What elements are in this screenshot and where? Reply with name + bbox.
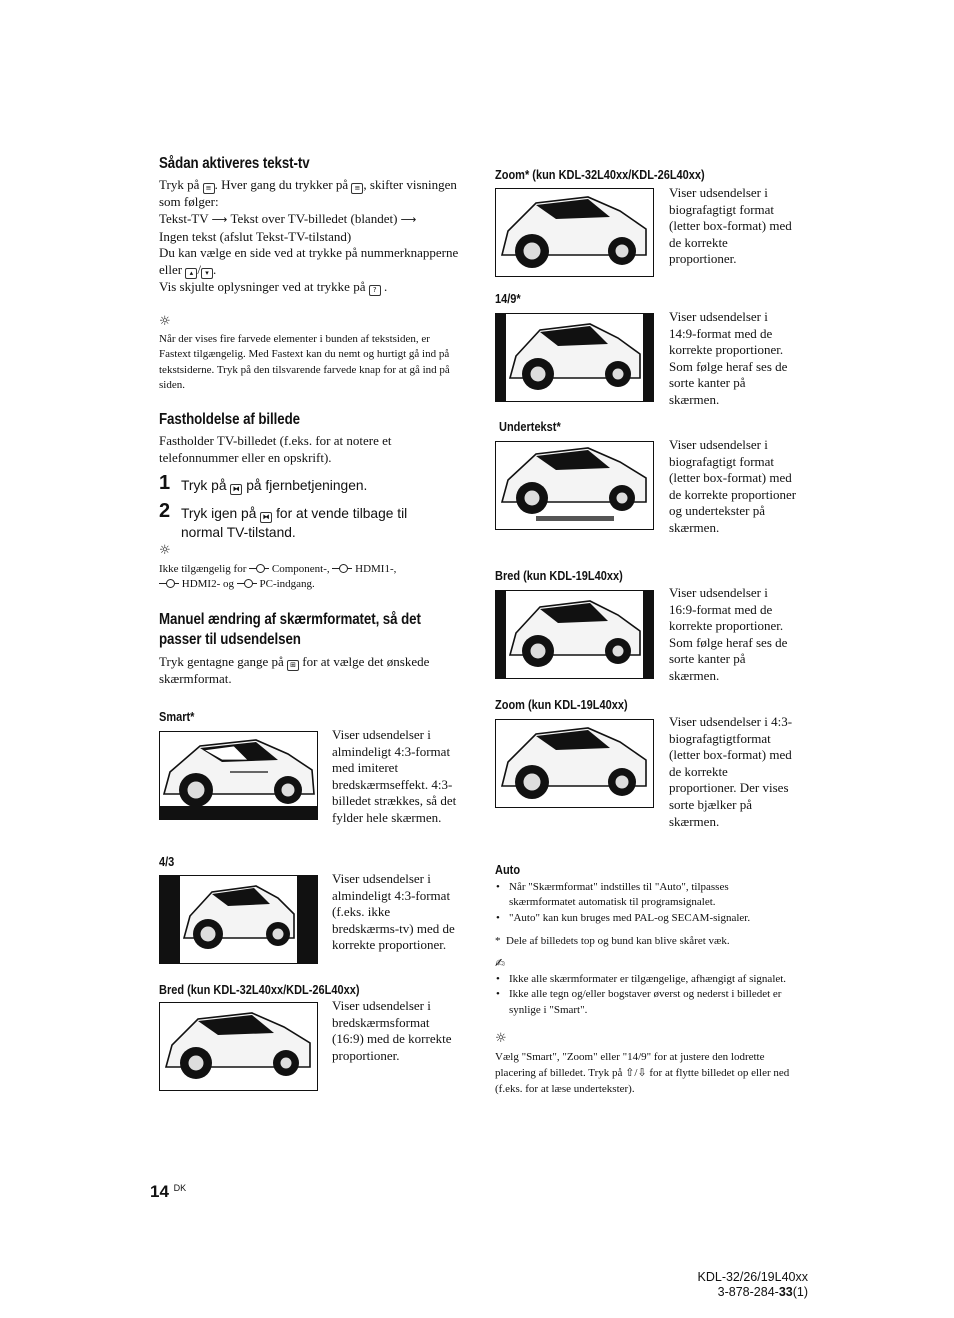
input-icon [249, 564, 269, 572]
arrow-down-icon: ⇩ [637, 1066, 647, 1080]
notes-list [495, 972, 795, 1018]
page-number: 14 $^{DK}$ [150, 1182, 187, 1201]
auto-bullets [495, 880, 795, 926]
mode-title-smart: Smart* [159, 710, 195, 724]
hint-icon: ☼ [159, 543, 171, 558]
reveal-button-icon [369, 285, 381, 296]
mode-description: Viser udsendelser i 14:9-format med de korrekte proportioner. Som følge heraf ses de sorte kanter på skærmen. [669, 309, 788, 407]
list-item: • Ikke alle tegn og/eller bogstaver øverst og nederst i billedet er synlige i "Smart". [495, 987, 795, 1018]
car-illustration [496, 314, 653, 401]
tip-text: Vælg "Smart", "Zoom" eller "14/9" for at justere den lodrette placering af billedet. Tryk på ⇧/⇩ for at flytte billedet op eller ned (f.eks. for at læse undertekster). [495, 1051, 790, 1095]
list-item: • Når "Skærmformat" indstilles til "Auto", tilpasses skærmformatet automatisk til programsignalet. [495, 880, 795, 911]
mode-title-14-9: 14/9* [495, 292, 521, 306]
hold-intro: Fastholder TV-billedet (f.eks. for at notere et telefonnummer eller en opskrift). [159, 433, 392, 465]
hold-button-icon [260, 512, 272, 523]
screen-illustration-subtitle [495, 441, 654, 530]
step-number: 2 [159, 500, 171, 522]
car-illustration [160, 876, 317, 963]
teletext-button-icon [203, 183, 215, 194]
hold-hint: Ikke tilgængelig for Component-, HDMI1-, HDMI2- og PC-indgang. [159, 563, 397, 591]
hold-button-icon [230, 484, 242, 495]
screen-illustration-14-9 [495, 313, 654, 402]
section-heading-format: Manuel ændring af skærmformatet, så det passer til udsendelsen [159, 611, 421, 648]
step-text: Tryk på ⧓ på fjernbetjeningen. [181, 476, 461, 495]
car-illustration [496, 720, 653, 807]
arrow-up-icon: ⇧ [625, 1066, 635, 1080]
car-illustration [496, 189, 653, 276]
car-illustration [160, 732, 317, 819]
format-intro: Tryk gentagne gange på ⊞ for at vælge det ønskede skærmformat. [159, 654, 461, 688]
car-illustration [160, 1003, 317, 1090]
mode-title-wide: Bred (kun KDL-32L40xx/KDL-26L40xx) [159, 983, 360, 997]
arrow-right-icon: ⟶ [400, 212, 417, 226]
page-up-icon [185, 268, 197, 279]
step-text: Tryk igen på ⧓ for at vende tilbage til normal TV-tilstand. [181, 504, 453, 542]
input-icon [237, 579, 257, 587]
screen-illustration-zoom [495, 188, 654, 277]
footnote: * Dele af billedets top og bund kan blive skåret væk. [495, 935, 730, 947]
mode-description: Viser udsendelser i biografagtigt format (letter box-format) med de korrekte proportioner. [669, 185, 792, 267]
page-down-icon [201, 268, 213, 279]
input-icon [159, 579, 179, 587]
car-illustration [496, 591, 653, 678]
mode-title-wide-19: Bred (kun KDL-19L40xx) [495, 569, 623, 583]
wide-mode-button-icon [287, 660, 299, 671]
screen-illustration-wide-19 [495, 590, 654, 679]
mode-description: Viser udsendelser i almindeligt 4:3-format med imiteret bredskærmseffekt. 4:3-billedet strækkes, så det fylder hele skærmen. [332, 727, 457, 825]
arrow-right-icon: ⟶ [211, 212, 228, 226]
model-info: KDL-32/26/19L40xx 3-878-284-33(1) [697, 1270, 808, 1299]
hint-icon: ☼ [159, 314, 171, 329]
section-heading-teletext: Sådan aktiveres tekst-tv [159, 155, 310, 172]
mode-description: Viser udsendelser i almindeligt 4:3-format (f.eks. ikke bredskærms-tv) med de korrekte proportioner. [332, 871, 455, 953]
input-icon [332, 564, 352, 572]
mode-description: Viser udsendelser i bredskærmsformat (16:9) med de korrekte proportioner. [332, 998, 452, 1063]
list-item: • Ikke alle skærmformater er tilgængelige, afhængigt af signalet. [495, 972, 795, 987]
screen-illustration-zoom-19 [495, 719, 654, 808]
hint-icon: ☼ [495, 1031, 507, 1046]
mode-title-subtitle: Undertekst* [499, 420, 561, 434]
screen-illustration-4-3 [159, 875, 318, 964]
teletext-hint: Når der vises fire farvede elementer i bunden af tekstsiden, er Fastext tilgængelig. Med Fastext kan du nemt og hurtigt gå ind på tekstsiderne. Tryk på den tilsvarende farvede knap for at gå ind på siden. [159, 333, 450, 391]
mode-title-zoom-19: Zoom (kun KDL-19L40xx) [495, 698, 628, 712]
screen-illustration-wide [159, 1002, 318, 1091]
teletext-instructions: Tryk på ≡ . Hver gang du trykker på ≡ , skifter visningen som følger: Tekst-TV ⟶ Tekst over TV-billedet (blandet) ⟶ Ingen tekst (afslut Tekst-TV-tilstand) Du kan vælge en side ved at trykke på nummerknapperne eller ▴ /▾ . Vis skjulte oplysninger ved at trykke på ? . [159, 177, 459, 296]
list-item: • "Auto" kan kun bruges med PAL-og SECAM-signaler. [495, 911, 795, 926]
mode-description: Viser udsendelser i biografagtigt format (letter box-format) med de korrekte proportioner og undertekster på skærmen. [669, 437, 797, 535]
mode-title-zoom: Zoom* (kun KDL-32L40xx/KDL-26L40xx) [495, 168, 705, 182]
section-heading-auto: Auto [495, 863, 521, 877]
mode-description: Viser udsendelser i 4:3-biografagtigtformat (letter box-format) med de korrekte proportioner. Der vises sorte bjælker på skærmen. [669, 714, 793, 829]
car-illustration [496, 442, 653, 529]
note-pencil-icon: ✍ [495, 956, 506, 970]
screen-illustration-smart [159, 731, 318, 820]
step-number: 1 [159, 472, 171, 494]
mode-description: Viser udsendelser i 16:9-format med de korrekte proportioner. Som følge heraf ses de sorte kanter på skærmen. [669, 585, 788, 683]
mode-title-4-3: 4/3 [159, 855, 175, 869]
teletext-button-icon [351, 183, 363, 194]
section-heading-hold: Fastholdelse af billede [159, 411, 300, 428]
